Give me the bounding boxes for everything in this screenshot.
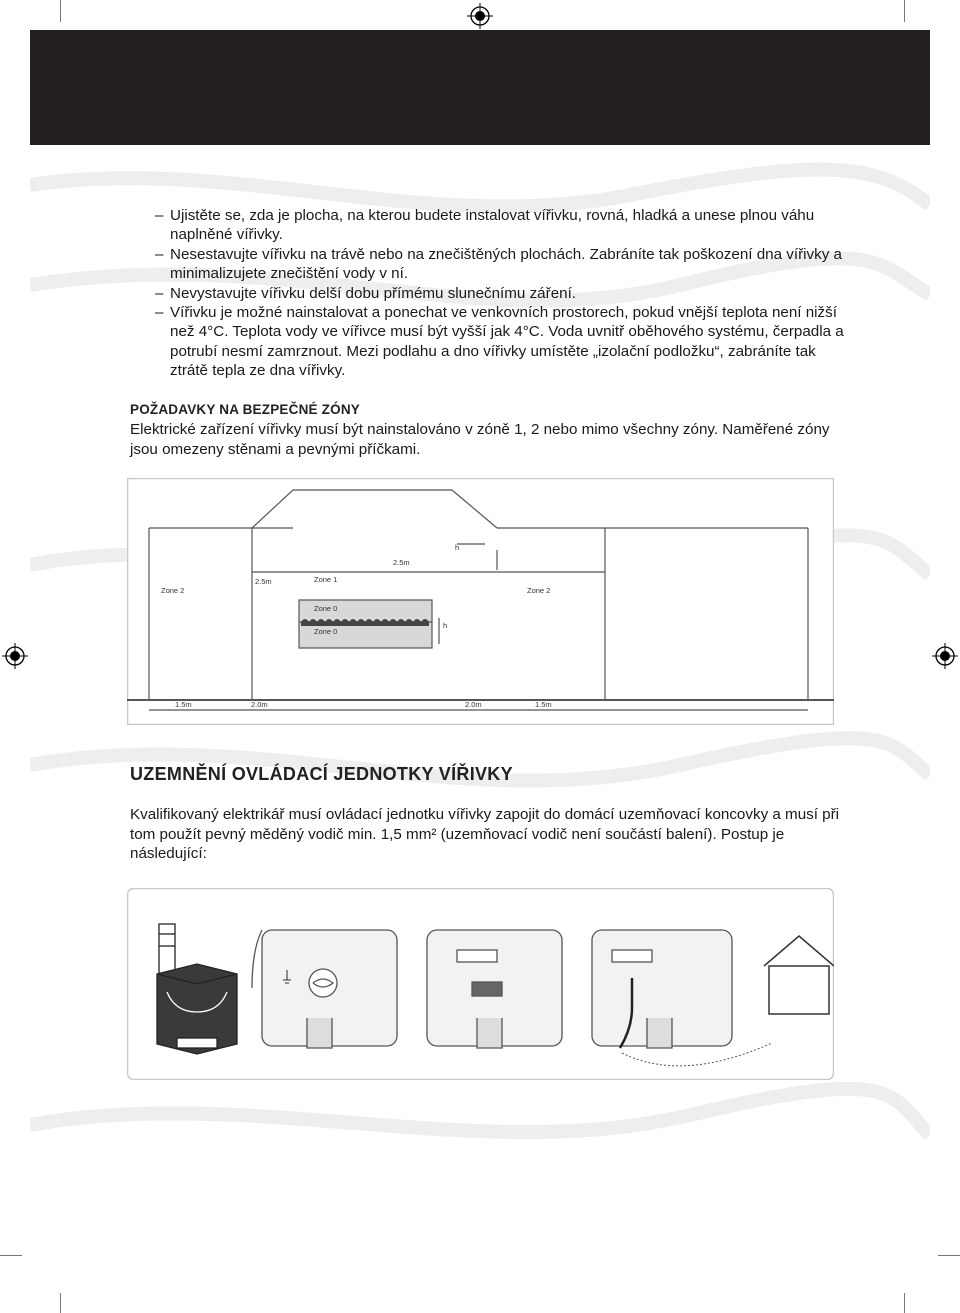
list-item: – Nevystavujte vířivku delší dobu přímému slunečnímu záření.	[155, 284, 577, 302]
crop-mark	[904, 1293, 905, 1313]
cover-panel-icon	[252, 930, 397, 1048]
crop-mark	[60, 0, 61, 22]
grounding-paragraph: Kvalifikovaný elektrikář musí ovládací jednotku vířivky zapojit do domácí uzemňovací koncovky a musí při tom použít pevný měděný vodič min. 1,5 mm² (uzemňovací vodič není součástí balení). Postup je následující:	[130, 806, 840, 862]
installation-bullet-list	[155, 206, 845, 381]
terminal-panel-icon	[427, 930, 562, 1048]
wired-panel-icon	[592, 930, 732, 1048]
dimension-label: 2.5m	[255, 577, 272, 586]
list-item: – Nesestavujte vířivku na trávě nebo na znečištěných plochách. Zabráníte tak poškození dna vířivky a minimalizujete znečištění vody v ní.	[155, 245, 842, 283]
height-label: h	[443, 621, 448, 630]
header-band	[30, 30, 930, 145]
crop-mark	[0, 1255, 22, 1256]
registration-mark-icon	[2, 643, 28, 669]
grounding-heading: UZEMNĚNÍ OVLÁDACÍ JEDNOTKY VÍŘIVKY	[130, 764, 513, 784]
zone2-left-label: Zone 2	[161, 586, 185, 595]
registration-mark-icon	[932, 643, 958, 669]
safety-zones-paragraph: Elektrické zařízení vířivky musí být nainstalováno v zóně 1, 2 nebo mimo všechny zóny. Naměřené zóny jsou omezeny stěnami a pevnými příčkami.	[130, 421, 830, 458]
dimension-label: 2.0m	[251, 700, 268, 709]
zone0-top-label: Zone 0	[314, 604, 338, 613]
zone1-label: Zone 1	[314, 575, 338, 584]
safety-zones-heading: POŽADAVKY NA BEZPEČNÉ ZÓNY	[130, 402, 360, 417]
crop-mark	[60, 1293, 61, 1313]
crop-mark	[904, 0, 905, 22]
safety-zone-diagram	[127, 478, 834, 725]
registration-mark-icon	[467, 3, 493, 29]
crop-mark	[938, 1255, 960, 1256]
list-item: – Ujistěte se, zda je plocha, na kterou budete instalovat vířivku, rovná, hladká a unese plnou váhu naplněné vířivky.	[155, 207, 815, 244]
zone0-bottom-label: Zone 0	[314, 627, 338, 636]
list-item: – Vířivku je možné nainstalovat a ponechat ve venkovních prostorech, pokud vnější teplota není nižší než 4°C. Teplota vody ve vířivce musí být vyšší jak 4°C. Voda uvnitř oběhového systému, čerpadla a potrubí nesmí zamrznout. Mezi podlahu a dno vířivky umístěte „izolační podložku“, zabráníte tak ztrátě tepla ze dna vířivky.	[155, 304, 844, 380]
dimension-label: 2.5m	[393, 558, 410, 567]
dimension-label: 2.0m	[465, 700, 482, 709]
zone2-right-label: Zone 2	[527, 586, 551, 595]
dimension-label: 1.5m	[535, 700, 552, 709]
dimension-label: 1.5m	[175, 700, 192, 709]
grounding-procedure-illustration	[127, 888, 834, 1080]
height-label: h	[455, 543, 460, 552]
